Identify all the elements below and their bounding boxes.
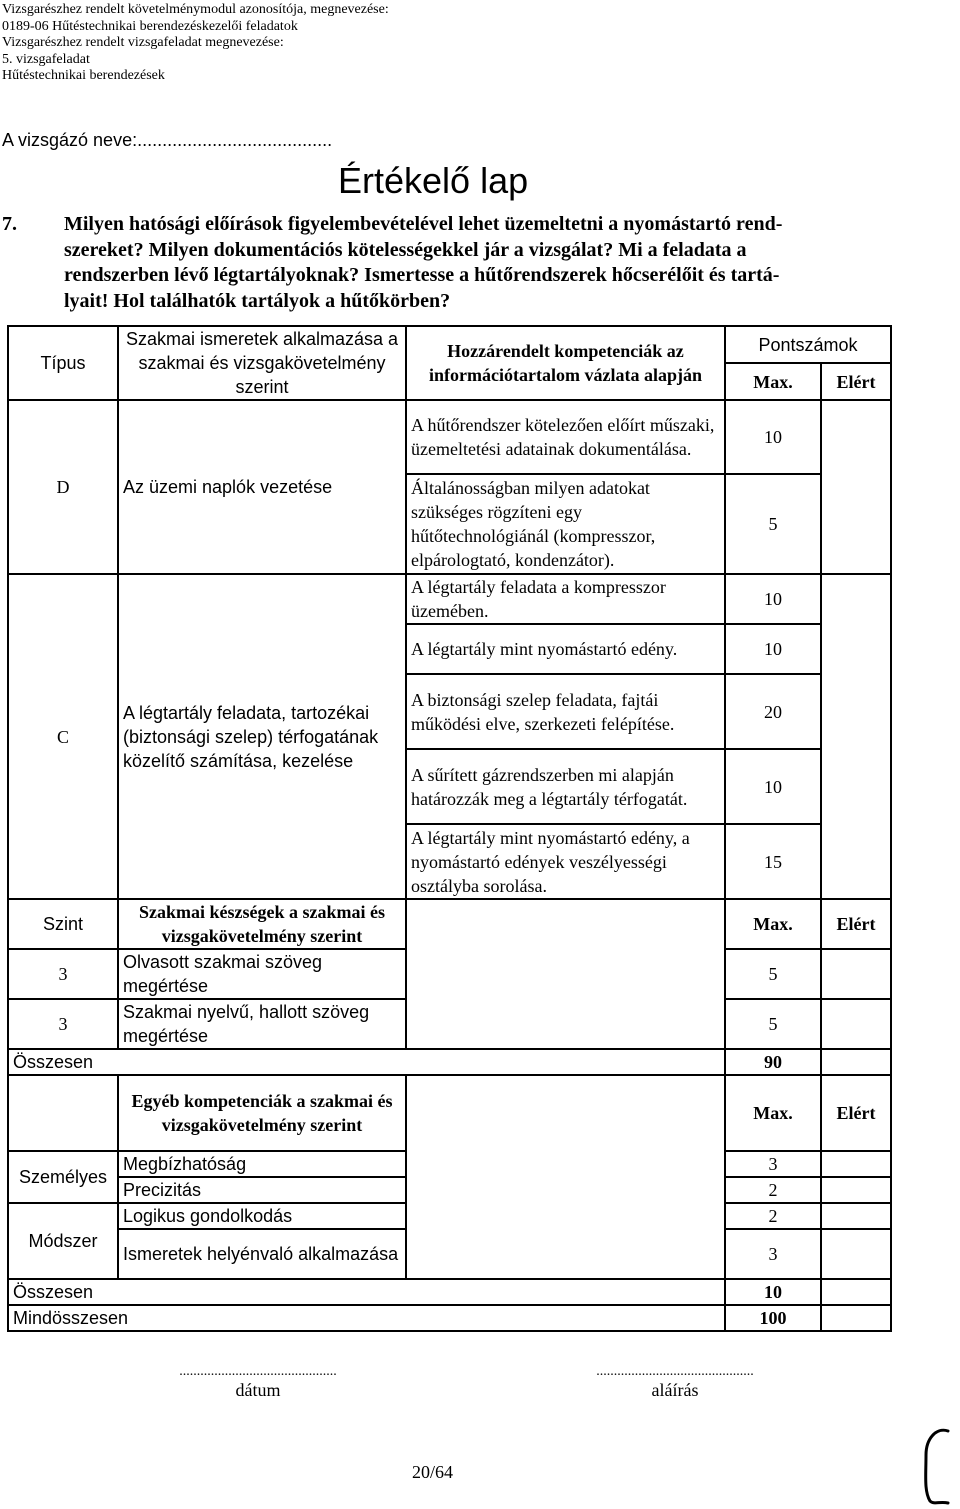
sign-signature-block xyxy=(535,1364,815,1401)
achieved-header: Elért xyxy=(821,363,891,400)
other-head-row xyxy=(8,1075,891,1151)
max-cell: 5 xyxy=(725,474,821,574)
skill-cell: Olvasott szakmai szöveg megértése xyxy=(118,949,406,999)
max-cell: 10 xyxy=(725,749,821,824)
level-header: Szint xyxy=(8,899,118,949)
achieved-cell[interactable] xyxy=(821,574,891,899)
max-cell: 2 xyxy=(725,1177,821,1203)
achieved-cell[interactable] xyxy=(821,949,891,999)
competency-item: Precizitás xyxy=(118,1177,406,1203)
type-cell: D xyxy=(8,400,118,574)
max-cell: 10 xyxy=(725,400,821,474)
page-title: Értékelő lap xyxy=(338,160,529,201)
level-cell: 3 xyxy=(8,999,118,1049)
competency-cell: A légtartály mint nyomástartó edény. xyxy=(406,624,725,674)
knowledge-cell: Az üzemi naplók vezetése xyxy=(118,400,406,574)
achieved-cell[interactable] xyxy=(821,1049,891,1075)
table-row xyxy=(8,400,891,474)
knowledge-cell: A légtartály feladata, tartozékai (biztonsági szelep) térfogatának közelítő számítása, kezelése xyxy=(118,574,406,899)
achieved-cell[interactable] xyxy=(821,1177,891,1203)
document-header xyxy=(2,2,389,85)
total-row xyxy=(8,1279,891,1305)
grand-total-label: Mindösszesen xyxy=(8,1305,725,1331)
examinee-name-field: A vizsgázó neve:....................................... xyxy=(2,130,333,150)
points-header: Pontszámok xyxy=(725,326,891,363)
knowledge-header: Szakmai ismeretek alkalmazása a szakmai és vizsgakövetelmény szerint xyxy=(118,326,406,400)
header-line: 5. vizsgafeladat xyxy=(2,51,90,67)
total-value: 90 xyxy=(725,1049,821,1075)
competency-item: Logikus gondolkodás xyxy=(118,1203,406,1229)
max-cell: 15 xyxy=(725,824,821,899)
category-cell: Személyes xyxy=(8,1151,118,1203)
type-header: Típus xyxy=(8,326,118,400)
question-line: rendszerben lévő légtartályoknak? Ismertesse a hűtőrendszerek hőcserélőit és tartá- xyxy=(64,264,780,286)
max-cell: 5 xyxy=(725,999,821,1049)
other-blank-cell xyxy=(406,1075,725,1279)
handwritten-mark-icon xyxy=(918,1425,958,1509)
grand-total-row xyxy=(8,1305,891,1331)
competency-cell: A légtartály mint nyomástartó edény, a nyomástartó edények veszélyességi osztályba sorolása. xyxy=(406,824,725,899)
skill-cell: Szakmai nyelvű, hallott szöveg megértése xyxy=(118,999,406,1049)
question-number: 7. xyxy=(2,213,17,235)
date-signature-block xyxy=(118,1364,398,1401)
signature-label: aláírás xyxy=(651,1380,699,1400)
max-cell: 5 xyxy=(725,949,821,999)
header-line: Vizsgarészhez rendelt követelménymodul azonosítója, megnevezése: xyxy=(2,2,389,17)
achieved-cell[interactable] xyxy=(821,1305,891,1331)
exam-question xyxy=(2,212,902,314)
type-cell: C xyxy=(8,574,118,899)
level-cell: 3 xyxy=(8,949,118,999)
page-number: 20/64 xyxy=(412,1462,454,1482)
max-cell: 10 xyxy=(725,574,821,624)
achieved-cell[interactable] xyxy=(821,400,891,574)
total-value: 10 xyxy=(725,1279,821,1305)
competency-cell: Általánosságban milyen adatokat szükséges rögzíteni egy hűtőtechnológiánál (kompresszor, elpárologtató, kondenzátor). xyxy=(406,474,725,574)
achieved-cell[interactable] xyxy=(821,999,891,1049)
achieved-header: Elért xyxy=(821,899,891,949)
max-cell: 20 xyxy=(725,674,821,749)
competency-header: Hozzárendelt kompetenciák az információtartalom vázlata alapján xyxy=(406,326,725,400)
max-cell: 3 xyxy=(725,1151,821,1177)
competency-cell: A biztonsági szelep feladata, fajtái működési elve, szerkezeti felépítése. xyxy=(406,674,725,749)
question-line: szereket? Milyen dokumentációs kötelességekkel jár a vizsgálat? Mi a feladata a xyxy=(64,238,747,261)
other-competencies-header: Egyéb kompetenciák a szakmai és vizsgakövetelmény szerint xyxy=(118,1075,406,1151)
total-label: Összesen xyxy=(8,1279,725,1305)
skills-blank-cell xyxy=(406,899,725,1049)
header-line: 0189-06 Hűtéstechnikai berendezéskezelői feladatok xyxy=(2,18,298,34)
achieved-cell[interactable] xyxy=(821,1229,891,1279)
achieved-header: Elért xyxy=(821,1075,891,1151)
table-head-row xyxy=(8,326,891,363)
max-cell: 3 xyxy=(725,1229,821,1279)
header-line: Vizsgarészhez rendelt vizsgafeladat megnevezése: xyxy=(2,35,284,50)
competency-item: Megbízhatóság xyxy=(118,1151,406,1177)
competency-item: Ismeretek helyénvaló alkalmazása xyxy=(118,1229,406,1279)
evaluation-table xyxy=(7,325,892,1332)
table-row xyxy=(8,574,891,624)
skills-header: Szakmai készségek a szakmai és vizsgakövetelmény szerint xyxy=(118,899,406,949)
question-line: Milyen hatósági előírások figyelembevételével lehet üzemeltetni a nyomástartó rend- xyxy=(64,213,783,235)
max-header: Max. xyxy=(725,1075,821,1151)
max-header: Max. xyxy=(725,899,821,949)
competency-cell: A hűtőrendszer kötelezően előírt műszaki, üzemeltetési adatainak dokumentálása. xyxy=(406,400,725,474)
blank-cell xyxy=(8,1075,118,1151)
date-label: dátum xyxy=(235,1380,281,1400)
max-cell: 10 xyxy=(725,624,821,674)
question-line: lyait! Hol találhatók tartályok a hűtőkörben? xyxy=(64,289,451,312)
header-line: Hűtéstechnikai berendezések xyxy=(2,68,165,83)
total-label: Összesen xyxy=(8,1049,725,1075)
grand-total-value: 100 xyxy=(725,1305,821,1331)
max-cell: 2 xyxy=(725,1203,821,1229)
category-cell: Módszer xyxy=(8,1203,118,1279)
skills-head-row xyxy=(8,899,891,949)
total-row xyxy=(8,1049,891,1075)
achieved-cell[interactable] xyxy=(821,1279,891,1305)
competency-cell: A sűrített gázrendszerben mi alapján határozzák meg a légtartály térfogatát. xyxy=(406,749,725,824)
achieved-cell[interactable] xyxy=(821,1203,891,1229)
competency-cell: A légtartály feladata a kompresszor üzemében. xyxy=(406,574,725,624)
date-line[interactable]: ............................................. xyxy=(179,1364,337,1379)
achieved-cell[interactable] xyxy=(821,1151,891,1177)
evaluation-table-wrapper xyxy=(7,325,892,1332)
signature-line[interactable]: ............................................. xyxy=(596,1364,754,1379)
max-header: Max. xyxy=(725,363,821,400)
